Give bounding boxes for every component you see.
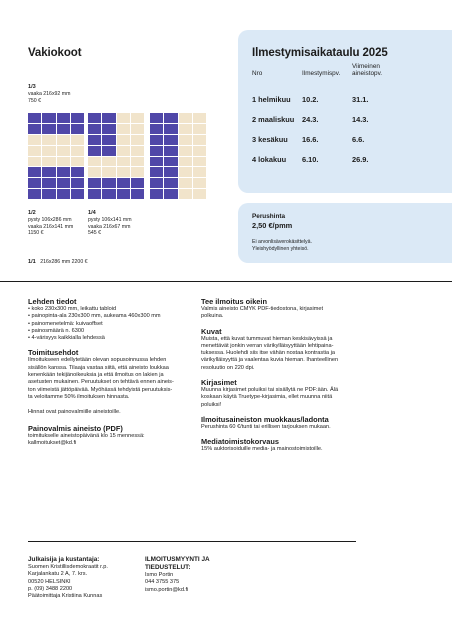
third-format: vaaka 216x92 mm (28, 91, 71, 98)
grid-module (88, 124, 101, 134)
grid-module (193, 167, 206, 177)
grid-module (88, 146, 101, 156)
sales-phone: 044 3755 375 (145, 579, 180, 586)
grid-module (28, 178, 41, 188)
grid-module (117, 167, 130, 177)
images-title: Kuvat (201, 326, 222, 336)
order-line: ta veloitamme 50% ilmoituksen hinnasta. (28, 393, 130, 400)
row-nro: 3 kesäkuu (252, 135, 288, 145)
grid-module (28, 167, 41, 177)
row-deadline: 26.9. (352, 155, 369, 165)
grid-module (88, 135, 101, 145)
ad-grid-left (28, 113, 84, 199)
row-deadline: 6.6. (352, 135, 365, 145)
grid-module (150, 146, 163, 156)
grid-module (117, 189, 130, 199)
order-line: kenenkään tekijänoikeuksia ja että ilmoitus on lakien ja (28, 372, 164, 379)
grid-module (117, 178, 130, 188)
grid-module (28, 113, 41, 123)
third-label: 1/3 (28, 84, 36, 90)
row-date: 16.6. (302, 135, 319, 145)
grid-module (179, 124, 192, 134)
grid-module (71, 178, 84, 188)
grid-module (88, 178, 101, 188)
grid-module (193, 113, 206, 123)
grid-module (150, 113, 163, 123)
grid-module (102, 113, 115, 123)
grid-module (57, 135, 70, 145)
grid-module (164, 135, 177, 145)
grid-module (28, 189, 41, 199)
publisher-line: p. (09) 3488 2200 (28, 585, 73, 592)
grid-module (164, 157, 177, 167)
section-divider-top (0, 281, 452, 282)
images-line: värikylläisyyttä ja vaalentaa kuvia hieman. Ihanteellinen (201, 357, 339, 364)
schedule-header-row (252, 63, 400, 84)
header-nro: Nro (252, 70, 263, 78)
images-line: menettävät jonkin verran värikylläisyyttään lehtipaina- (201, 342, 334, 349)
grid-module (117, 135, 130, 145)
half-label: 1/2 (28, 210, 36, 216)
grid-module (42, 178, 55, 188)
grid-module (71, 167, 84, 177)
grid-module (193, 157, 206, 167)
do-title: Tee ilmoitus oikein (201, 297, 267, 306)
row-nro: 2 maaliskuu (252, 115, 295, 125)
grid-module (164, 124, 177, 134)
price-note-2: Yleishyödyllinen yhteisö. (252, 246, 309, 252)
price-title: Perushinta (252, 213, 286, 220)
grid-module (179, 135, 192, 145)
media-line: 15% auktorisoiduille media- ja mainostoimistoille. (201, 446, 323, 453)
grid-module (28, 124, 41, 134)
grid-module (71, 135, 84, 145)
grid-module (131, 167, 144, 177)
media-title: Mediatoimistokorvaus (201, 437, 280, 447)
grid-module (131, 189, 144, 199)
grid-module (57, 189, 70, 199)
sales-title-2: TIEDUSTELUT: (145, 564, 191, 571)
section-divider-bottom (28, 541, 356, 542)
order-title: Toimitusehdot (28, 348, 79, 358)
grid-module (150, 157, 163, 167)
grid-module (150, 167, 163, 177)
grid-module (179, 157, 192, 167)
half-line1: pysty 106x286 mm (28, 217, 72, 224)
edit-title: Ilmoitusaineiston muokkaus/ladonta (201, 414, 329, 424)
grid-module (42, 146, 55, 156)
half-price: 1150 € (28, 230, 44, 237)
grid-module (28, 135, 41, 145)
grid-module (164, 178, 177, 188)
grid-module (88, 157, 101, 167)
list-item: • painopinta-ala 230x300 mm, aukeama 460x300 mm (28, 313, 198, 320)
grid-module (131, 113, 144, 123)
grid-module (42, 167, 55, 177)
grid-module (71, 124, 84, 134)
third-size-info (28, 84, 70, 104)
grid-module (57, 167, 70, 177)
table-row (252, 124, 400, 144)
full-text: 216x286 mm 2200 € (40, 259, 88, 265)
grid-module (164, 146, 177, 156)
grid-module (164, 189, 177, 199)
price-value: 2,50 €/pmm (252, 221, 293, 230)
magazine-list (28, 306, 198, 342)
grid-module (88, 113, 101, 123)
half-size-info (28, 210, 88, 237)
ad-grid-right (150, 113, 206, 199)
grid-module (150, 135, 163, 145)
left-column (28, 297, 198, 447)
grid-module (42, 135, 55, 145)
list-item: • 4-värisyys kaikkialla lehdessä (28, 335, 198, 342)
grid-module (193, 178, 206, 188)
grid-module (57, 124, 70, 134)
publisher-block (28, 556, 108, 600)
publisher-line: Suomen Kristillisdemokraatit r.p. (28, 564, 108, 570)
schedule-panel (238, 30, 452, 193)
grid-module (179, 178, 192, 188)
grid-module (179, 146, 192, 156)
grid-module (88, 167, 101, 177)
list-item: • painomenetelmä: kuivaoffset (28, 321, 198, 328)
header-date: Ilmestymispv. (302, 70, 341, 78)
grid-module (193, 146, 206, 156)
grid-module (193, 135, 206, 145)
sales-email: ismo.portin@kd.fi (145, 586, 189, 593)
grid-module (102, 178, 115, 188)
quarter-price: 545 € (88, 230, 101, 237)
grid-module (57, 178, 70, 188)
grid-module (117, 124, 130, 134)
sales-block (145, 556, 210, 594)
grid-module (164, 113, 177, 123)
schedule-title: Ilmestymisaikataulu 2025 (252, 47, 388, 59)
grid-module (131, 124, 144, 134)
grid-module (131, 178, 144, 188)
edit-line: Perushinta 60 €/tunti tai erillisen tarjouksen mukaan. (201, 423, 331, 430)
grid-module (117, 113, 130, 123)
grid-module (179, 113, 192, 123)
grid-module (131, 157, 144, 167)
grid-module (28, 146, 41, 156)
grid-module (150, 124, 163, 134)
sales-title-1: ILMOITUSMYYNTI JA (145, 556, 210, 563)
grid-module (150, 178, 163, 188)
order-line: Ilmoitukseen edellytetään olevan sopusoinnussa lehden (28, 357, 167, 364)
grid-module (164, 167, 177, 177)
grid-module (28, 157, 41, 167)
grid-module (102, 146, 115, 156)
grid-module (71, 157, 84, 167)
grid-module (131, 135, 144, 145)
full-size-info (28, 250, 88, 268)
row-date: 24.3. (302, 115, 319, 125)
pdf-line: toimitukselle aineistopäivänä klo 15 mennessä: (28, 432, 145, 439)
row-deadline: 14.3. (352, 115, 369, 125)
grid-module (42, 189, 55, 199)
order-line: asetusten mukainen. Peruutukset on tehtävä ennen aineis- (28, 379, 174, 386)
list-item: • painosmäärä n. 6300 (28, 328, 198, 335)
price-panel (238, 203, 452, 263)
quarter-label: 1/4 (88, 210, 96, 216)
do-line: Valmis aineisto CMYK PDF-tiedostona, kirjasimet (201, 306, 324, 312)
fonts-title: Kirjasimet (201, 378, 237, 388)
grid-module (179, 167, 192, 177)
grid-module (71, 146, 84, 156)
grid-module (102, 189, 115, 199)
vat-note: Hinnat ovat painovalmiille aineistoille. (28, 409, 121, 416)
grid-module (102, 167, 115, 177)
magazine-title: Lehden tiedot (28, 297, 77, 306)
price-note-1: Ei arvonlisäverokäsittelyä. (252, 239, 312, 245)
sales-line: Ismo Portin (145, 572, 174, 578)
grid-module (193, 189, 206, 199)
do-line: polkuina. (201, 313, 224, 320)
images-line: Muista, että kuvat tummuvat hieman keskisävyissä ja (201, 335, 333, 342)
ad-grid-middle (88, 113, 144, 199)
publisher-line: 00520 HELSINKI (28, 578, 71, 585)
grid-module (42, 157, 55, 167)
pdf-title: Painovalmis aineisto (PDF) (28, 423, 123, 433)
list-item: • koko 230x300 mm, leikattu tabloid (28, 306, 198, 313)
half-line2: vaaka 216x141 mm (28, 223, 74, 230)
row-nro: 1 helmikuu (252, 95, 291, 105)
publisher-line: Päätoimittaja Kristiina Kunnas (28, 593, 103, 600)
grid-module (102, 135, 115, 145)
fonts-line: Muunna kirjasimet poluiksi tai sisällytä ne PDF:ään. Älä (201, 387, 339, 394)
table-row (252, 144, 400, 164)
images-line: tuksessa. Huolehdi siis itse vähän nostaa kontrastia ja (201, 350, 336, 357)
table-row (252, 84, 400, 104)
header-deadline: Viimeinen aineistopv. (352, 63, 383, 78)
grid-module (117, 146, 130, 156)
grid-module (57, 157, 70, 167)
grid-module (150, 189, 163, 199)
full-label: 1/1 (28, 259, 36, 265)
fonts-line: poluiksi! (201, 401, 222, 408)
quarter-size-info (88, 210, 158, 237)
grid-module (57, 146, 70, 156)
grid-module (42, 124, 55, 134)
grid-module (131, 146, 144, 156)
quarter-line1: pysty 106x141 mm (88, 217, 132, 224)
order-line: sisällön kanssa. Tilaaja vastaa siitä, että aineisto loukkaa (28, 364, 169, 371)
row-date: 6.10. (302, 155, 319, 165)
table-row (252, 104, 400, 124)
order-line: ton viimeistä jättöpäivää. Myöhässä tehdyistä peruutuksis- (28, 386, 173, 393)
grid-module (193, 124, 206, 134)
row-deadline: 31.1. (352, 95, 369, 105)
grid-module (102, 157, 115, 167)
grid-module (57, 113, 70, 123)
publisher-line: Karjalankatu 2 A, 7. krs. (28, 571, 88, 578)
right-column (201, 297, 381, 454)
grid-module (88, 189, 101, 199)
third-price: 750 € (28, 97, 41, 104)
grid-module (71, 189, 84, 199)
grid-module (102, 124, 115, 134)
grid-module (71, 113, 84, 123)
row-nro: 4 lokakuu (252, 155, 287, 165)
publisher-title: Julkaisija ja kustantaja: (28, 556, 100, 563)
fonts-line: koskaan käytä Truetype-kirjasimia, ellet muunna niitä (201, 394, 333, 401)
sizes-title: Vakiokoot (28, 47, 82, 59)
pdf-email: kallmoitukset@kd.fi (28, 439, 77, 446)
row-date: 10.2. (302, 95, 319, 105)
grid-module (179, 189, 192, 199)
quarter-line2: vaaka 216x67 mm (88, 223, 131, 230)
images-line: resoluutio on 220 dpi. (201, 364, 255, 371)
grid-module (42, 113, 55, 123)
grid-module (117, 157, 130, 167)
schedule-table (252, 63, 400, 164)
